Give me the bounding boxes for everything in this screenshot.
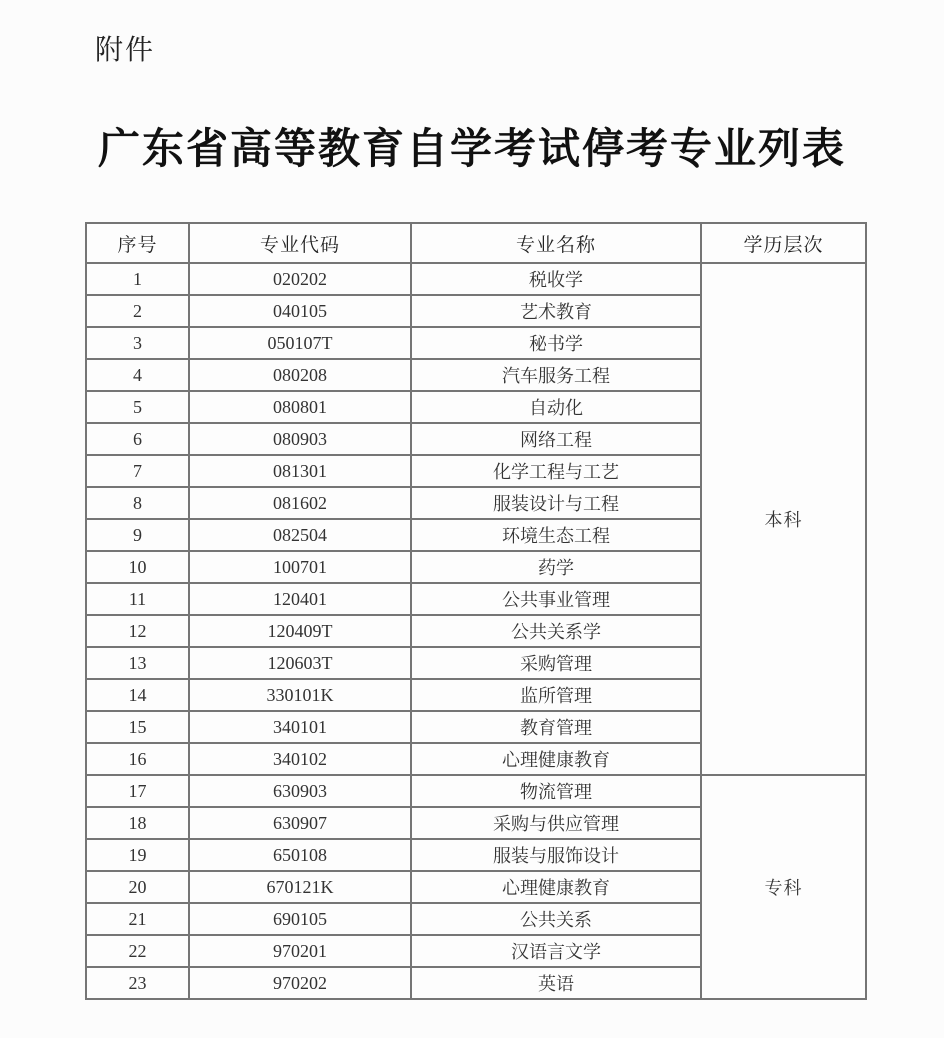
major-name-cell: 公共关系学 [411,615,701,647]
table-header [86,223,866,263]
row-number-cell: 11 [86,583,189,615]
row-number-cell: 7 [86,455,189,487]
major-code-cell: 340101 [189,711,411,743]
major-name-cell: 网络工程 [411,423,701,455]
major-name-cell: 化学工程与工艺 [411,455,701,487]
row-number-cell: 22 [86,935,189,967]
suspended-majors-table [85,222,867,1000]
row-number-cell: 10 [86,551,189,583]
table-header-row [86,223,866,263]
major-code-cell: 082504 [189,519,411,551]
row-number-cell: 9 [86,519,189,551]
major-name-cell: 采购管理 [411,647,701,679]
major-name-cell: 物流管理 [411,775,701,807]
major-code-cell: 970201 [189,935,411,967]
row-number-cell: 23 [86,967,189,999]
table-body [86,263,866,999]
major-name-cell: 环境生态工程 [411,519,701,551]
major-code-cell: 120401 [189,583,411,615]
table-row [86,263,866,295]
major-code-cell: 670121K [189,871,411,903]
major-code-cell: 120409T [189,615,411,647]
page-title: 广东省高等教育自学考试停考专业列表 [97,127,846,173]
education-level-cell: 专科 [701,775,866,999]
row-number-cell: 4 [86,359,189,391]
row-number-cell: 1 [86,263,189,295]
major-name-cell: 艺术教育 [411,295,701,327]
major-code-cell: 100701 [189,551,411,583]
major-code-cell: 080801 [189,391,411,423]
column-header-number: 序号 [86,223,189,263]
major-code-cell: 690105 [189,903,411,935]
major-code-cell: 081602 [189,487,411,519]
major-name-cell: 汽车服务工程 [411,359,701,391]
major-name-cell: 服装设计与工程 [411,487,701,519]
major-code-cell: 020202 [189,263,411,295]
major-name-cell: 心理健康教育 [411,871,701,903]
major-code-cell: 080208 [189,359,411,391]
major-name-cell: 采购与供应管理 [411,807,701,839]
major-name-cell: 教育管理 [411,711,701,743]
major-name-cell: 秘书学 [411,327,701,359]
major-name-cell: 心理健康教育 [411,743,701,775]
major-name-cell: 公共关系 [411,903,701,935]
major-code-cell: 630903 [189,775,411,807]
major-name-cell: 英语 [411,967,701,999]
major-code-cell: 330101K [189,679,411,711]
major-name-cell: 服装与服饰设计 [411,839,701,871]
major-name-cell: 自动化 [411,391,701,423]
column-header-education-level: 学历层次 [701,223,866,263]
column-header-major-code: 专业代码 [189,223,411,263]
row-number-cell: 6 [86,423,189,455]
row-number-cell: 5 [86,391,189,423]
major-name-cell: 汉语言文学 [411,935,701,967]
major-code-cell: 630907 [189,807,411,839]
row-number-cell: 18 [86,807,189,839]
major-name-cell: 药学 [411,551,701,583]
major-code-cell: 340102 [189,743,411,775]
table-row [86,775,866,807]
major-code-cell: 650108 [189,839,411,871]
major-code-cell: 081301 [189,455,411,487]
row-number-cell: 3 [86,327,189,359]
major-code-cell: 040105 [189,295,411,327]
row-number-cell: 17 [86,775,189,807]
row-number-cell: 8 [86,487,189,519]
row-number-cell: 2 [86,295,189,327]
row-number-cell: 16 [86,743,189,775]
education-level-cell: 本科 [701,263,866,775]
column-header-major-name: 专业名称 [411,223,701,263]
major-code-cell: 080903 [189,423,411,455]
major-code-cell: 050107T [189,327,411,359]
row-number-cell: 15 [86,711,189,743]
major-name-cell: 税收学 [411,263,701,295]
major-name-cell: 监所管理 [411,679,701,711]
row-number-cell: 21 [86,903,189,935]
major-code-cell: 120603T [189,647,411,679]
row-number-cell: 14 [86,679,189,711]
major-code-cell: 970202 [189,967,411,999]
major-name-cell: 公共事业管理 [411,583,701,615]
row-number-cell: 20 [86,871,189,903]
row-number-cell: 13 [86,647,189,679]
row-number-cell: 19 [86,839,189,871]
attachment-label: 附件 [95,34,156,65]
row-number-cell: 12 [86,615,189,647]
